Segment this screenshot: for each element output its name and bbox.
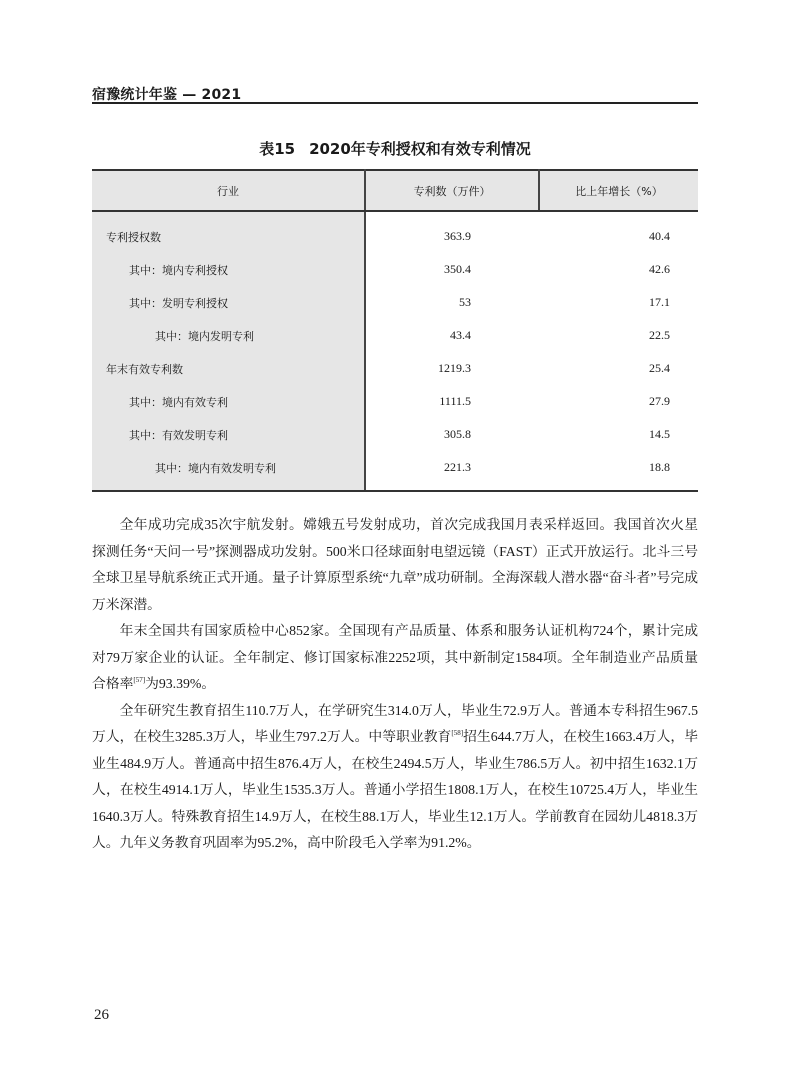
column-header-industry: 行业	[92, 170, 365, 211]
paragraph-text: 为93.39%。	[145, 676, 216, 691]
growth-cell: 42.6	[649, 262, 670, 276]
row-label: 年末有效专利数	[92, 352, 365, 385]
paragraph-text: 全年研究生教育招生110.7万人，在学研究生314.0万人，毕业生72.9万人。普通本专科招生967.5万人，在校生3285.3万人，毕业生797.2万人。中等职业教育	[92, 702, 698, 744]
patent-count-cell: 350.4	[444, 262, 471, 276]
table-header-row	[92, 170, 698, 211]
row-label: 其中：境内有效发明专利	[92, 451, 365, 491]
column-header-growth: 比上年增长（%）	[539, 170, 698, 211]
page-number: 26	[94, 1007, 109, 1023]
table-body	[92, 211, 698, 491]
paragraph	[92, 618, 698, 698]
row-label: 其中：发明专利授权	[92, 286, 365, 319]
table-row	[92, 286, 698, 319]
footnote-ref: [58]	[451, 729, 464, 737]
body-text	[92, 512, 698, 857]
patent-count-cell: 305.8	[444, 427, 471, 441]
paragraph-text: 全年成功完成35次宇航发射。嫦娥五号发射成功，首次完成我国月表采样返回。我国首次火星探测任务“天问一号”探测器成功发射。500米口径球面射电望远镜（FAST）正式开放运行。北斗三号全球卫星导航系统正式开通。量子计算原型系统“九章”成功研制。全海深载人潜水器“奋斗者”号完成万米深潜。	[92, 517, 698, 612]
patent-count-cell: 1111.5	[439, 394, 471, 408]
table-number: 表15	[259, 140, 296, 158]
row-label: 其中：境内专利授权	[92, 253, 365, 286]
paragraph-text: 招生644.7万人，在校生1663.4万人，毕业生484.9万人。普通高中招生876.4万人，在校生2494.5万人，毕业生786.5万人。初中招生1632.1万人，在校生4914.1万人，毕业生1535.3万人。普通小学招生1808.1万人，在校生10725.4万人，毕业生1640.3万人。特殊教育招生14.9万人，在校生88.1万人，毕业生12.1万人。学前教育在园幼儿4818.3万人。九年义务教育巩固率为95.2%，高中阶段毛入学率为91.2%。	[92, 729, 699, 850]
footnote-ref: [57]	[133, 676, 146, 684]
growth-cell: 27.9	[649, 394, 670, 408]
table-title-text: 2020年专利授权和有效专利情况	[309, 140, 531, 158]
table-row	[92, 352, 698, 385]
patent-count-cell: 1219.3	[438, 361, 471, 375]
patent-count-cell: 363.9	[444, 229, 471, 243]
patent-count-cell: 53	[459, 295, 471, 309]
table-row	[92, 385, 698, 418]
header-rule	[92, 102, 698, 104]
patent-count-cell: 221.3	[365, 451, 539, 491]
table-row	[92, 451, 698, 491]
growth-cell: 17.1	[649, 295, 670, 309]
row-label: 专利授权数	[92, 211, 365, 253]
growth-cell: 22.5	[649, 328, 670, 342]
growth-cell: 14.5	[649, 427, 670, 441]
paragraph	[92, 698, 698, 857]
paragraph	[92, 512, 698, 618]
table-title	[92, 138, 698, 159]
growth-cell: 18.8	[539, 451, 698, 491]
row-label: 其中：境内发明专利	[92, 319, 365, 352]
growth-cell: 40.4	[649, 229, 670, 243]
growth-cell: 25.4	[649, 361, 670, 375]
column-header-count: 专利数（万件）	[365, 170, 539, 211]
row-label: 其中：有效发明专利	[92, 418, 365, 451]
paragraph-text: 年末全国共有国家质检中心852家。全国现有产品质量、体系和服务认证机构724个，累计完成对79万家企业的认证。全年制定、修订国家标准2252项，其中新制定1584项。全年制造业产品质量合格率	[92, 623, 698, 691]
table-row	[92, 211, 698, 253]
table-row	[92, 253, 698, 286]
table-row	[92, 319, 698, 352]
patent-count-cell: 43.4	[450, 328, 471, 342]
patent-table	[92, 169, 698, 492]
row-label: 其中：境内有效专利	[92, 385, 365, 418]
running-head: 宿豫统计年鉴 — 2021	[92, 87, 242, 103]
table-row	[92, 418, 698, 451]
